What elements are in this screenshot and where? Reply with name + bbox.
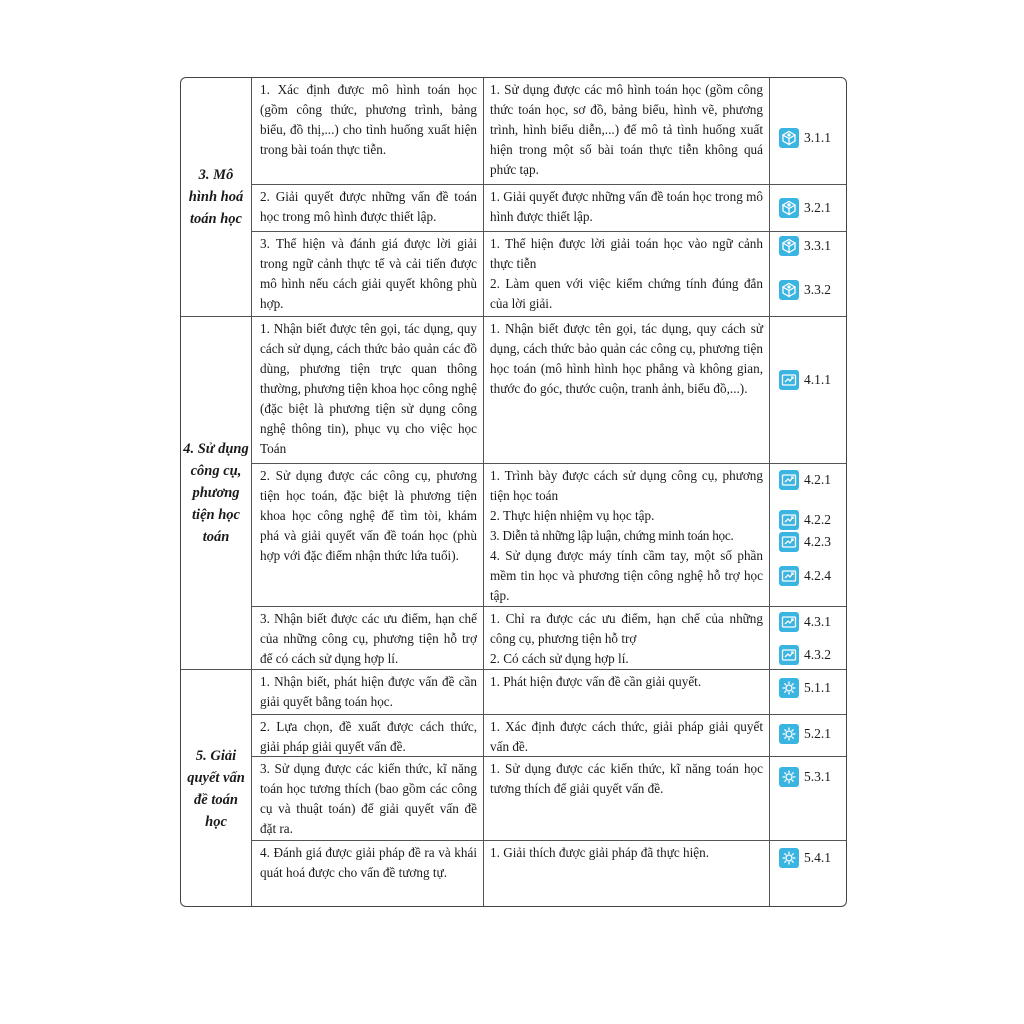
table-row: [252, 714, 847, 756]
detail-item: 1. Giải thích được giải pháp đã thực hiện.: [490, 845, 710, 860]
group-problem-solving: [181, 669, 847, 907]
detail-item: 2. Thực hiện nhiệm vụ học tập.: [490, 508, 655, 523]
detail-item: 2. Có cách sử dụng hợp lí.: [490, 651, 629, 666]
code-cell: [770, 757, 847, 840]
table-row: [252, 78, 847, 184]
detail-item: 2. Làm quen với việc kiểm chứng tính đúng đắn của lời giải.: [490, 276, 763, 311]
indicator-code: 3.3.1: [779, 236, 831, 256]
problem-solving-icon: [779, 767, 799, 787]
code-cell: [770, 670, 847, 714]
tools-icon: [779, 370, 799, 390]
code-cell: [770, 232, 847, 316]
code-cell: [770, 715, 847, 756]
detail-item: 4. Sử dụng được máy tính cầm tay, một số phần mềm tin học và phương tiện công nghệ hỗ trợ học tập.: [490, 548, 763, 603]
group-tools: [181, 316, 847, 669]
details-cell: [484, 757, 770, 840]
modeling-icon: [779, 280, 799, 300]
details-cell: [484, 232, 770, 316]
modeling-icon: [779, 128, 799, 148]
code-cell: [770, 607, 847, 670]
requirement-cell: 2. Lựa chọn, đề xuất được cách thức, giải pháp giải quyết vấn đề.: [252, 715, 484, 756]
code-cell: [770, 78, 847, 184]
modeling-icon: [779, 236, 799, 256]
modeling-icon: [779, 198, 799, 218]
table-row: [252, 184, 847, 231]
indicator-code: 4.1.1: [779, 370, 831, 390]
details-cell: [484, 464, 770, 606]
problem-solving-icon: [779, 678, 799, 698]
indicator-code: 5.4.1: [779, 848, 831, 868]
details-cell: [484, 78, 770, 184]
detail-item: 1. Trình bày được cách sử dụng công cụ, phương tiện học toán: [490, 468, 763, 503]
requirement-cell: 1. Nhận biết, phát hiện được vấn đề cần giải quyết bằng toán học.: [252, 670, 484, 714]
indicator-code: 3.1.1: [779, 128, 831, 148]
detail-item: 1. Xác định được cách thức, giải pháp giải quyết vấn đề.: [490, 719, 763, 754]
details-cell: [484, 841, 770, 907]
tools-icon: [779, 612, 799, 632]
detail-item: 1. Sử dụng được các kiến thức, kĩ năng toán học tương thích để giải quyết vấn đề.: [490, 761, 763, 796]
competency-table: [180, 77, 847, 907]
code-cell: [770, 464, 847, 606]
group-title: 3. Mô hình hoá toán học: [181, 78, 252, 316]
requirement-cell: 1. Xác định được mô hình toán học (gồm công thức, phương trình, bảng biểu, đồ thị,...) cho tình huống xuất hiện trong bài toán thực tiễn.: [252, 78, 484, 184]
details-cell: [484, 670, 770, 714]
indicator-code: 4.2.4: [779, 566, 831, 586]
table-row: [252, 606, 847, 670]
table-row: [252, 317, 847, 463]
code-cell: [770, 317, 847, 463]
indicator-code: 5.1.1: [779, 678, 831, 698]
group-modeling: [181, 78, 847, 316]
table-row: [252, 756, 847, 840]
details-cell: [484, 607, 770, 670]
details-cell: [484, 185, 770, 231]
table-row: [252, 231, 847, 316]
requirement-cell: 3. Thể hiện và đánh giá được lời giải trong ngữ cảnh thực tế và cải tiến được mô hình nếu cách giải quyết không phù hợp.: [252, 232, 484, 316]
detail-item: 1. Chỉ ra được các ưu điểm, hạn chế của những công cụ, phương tiện hỗ trợ: [490, 611, 763, 646]
tools-icon: [779, 470, 799, 490]
indicator-code: 4.3.2: [779, 645, 831, 665]
tools-icon: [779, 510, 799, 530]
requirement-cell: 4. Đánh giá được giải pháp đề ra và khái quát hoá được cho vấn đề tương tự.: [252, 841, 484, 907]
indicator-code: 4.2.2: [779, 510, 831, 530]
detail-item: 1. Nhận biết được tên gọi, tác dụng, quy cách sử dụng, cách thức bảo quản các công cụ, phương tiện học toán (mô hình hình học phẳng và không gian, thước đo góc, thước cuộn, tranh ảnh, biểu đồ,...).: [490, 321, 763, 396]
table-row: [252, 840, 847, 907]
requirement-cell: 2. Sử dụng được các công cụ, phương tiện học toán, đặc biệt là phương tiện khoa học công nghệ để tìm tòi, khám phá và giải quyết vấn đề toán học (phù hợp với đặc điểm nhận thức lứa tuổi).: [252, 464, 484, 606]
detail-item: 1. Phát hiện được vấn đề cần giải quyết.: [490, 674, 702, 689]
indicator-code: 3.3.2: [779, 280, 831, 300]
group-title: 4. Sử dụng công cụ, phương tiện học toán: [181, 317, 252, 669]
problem-solving-icon: [779, 848, 799, 868]
tools-icon: [779, 645, 799, 665]
detail-item: 1. Giải quyết được những vấn đề toán học trong mô hình được thiết lập.: [490, 189, 763, 224]
detail-item: 1. Thể hiện được lời giải toán học vào ngữ cảnh thực tiễn: [490, 236, 763, 271]
requirement-cell: 2. Giải quyết được những vấn đề toán học trong mô hình được thiết lập.: [252, 185, 484, 231]
indicator-code: 3.2.1: [779, 198, 831, 218]
requirement-cell: 1. Nhận biết được tên gọi, tác dụng, quy cách sử dụng, cách thức bảo quản các đồ dùng, phương tiện trực quan thông thường, phương tiện khoa học công nghệ (đặc biệt là phương tiện sử dụng công nghệ thông tin), phục vụ cho việc học Toán: [252, 317, 484, 463]
table-row: [252, 463, 847, 606]
tools-icon: [779, 532, 799, 552]
details-cell: [484, 715, 770, 756]
indicator-code: 5.2.1: [779, 724, 831, 744]
requirement-cell: 3. Sử dụng được các kiến thức, kĩ năng toán học tương thích (bao gồm các công cụ và thuật toán) để giải quyết vấn đề đặt ra.: [252, 757, 484, 840]
detail-item: 3. Diễn tả những lập luận, chứng minh toán học.: [490, 528, 734, 543]
details-cell: [484, 317, 770, 463]
indicator-code: 5.3.1: [779, 767, 831, 787]
code-cell: [770, 841, 847, 907]
tools-icon: [779, 566, 799, 586]
problem-solving-icon: [779, 724, 799, 744]
indicator-code: 4.2.3: [779, 532, 831, 552]
detail-item: 1. Sử dụng được các mô hình toán học (gồm công thức toán học, sơ đồ, bảng biểu, hình vẽ, phương trình, hình biểu diễn,...) để mô tả tình huống xuất hiện trong một số bài toán thực tiễn không quá phức tạp.: [490, 82, 763, 177]
indicator-code: 4.3.1: [779, 612, 831, 632]
indicator-code: 4.2.1: [779, 470, 831, 490]
group-title: 5. Giải quyết vấn đề toán học: [181, 670, 252, 907]
code-cell: [770, 185, 847, 231]
requirement-cell: 3. Nhận biết được các ưu điểm, hạn chế của những công cụ, phương tiện hỗ trợ để có cách sử dụng hợp lí.: [252, 607, 484, 670]
table-row: [252, 670, 847, 714]
